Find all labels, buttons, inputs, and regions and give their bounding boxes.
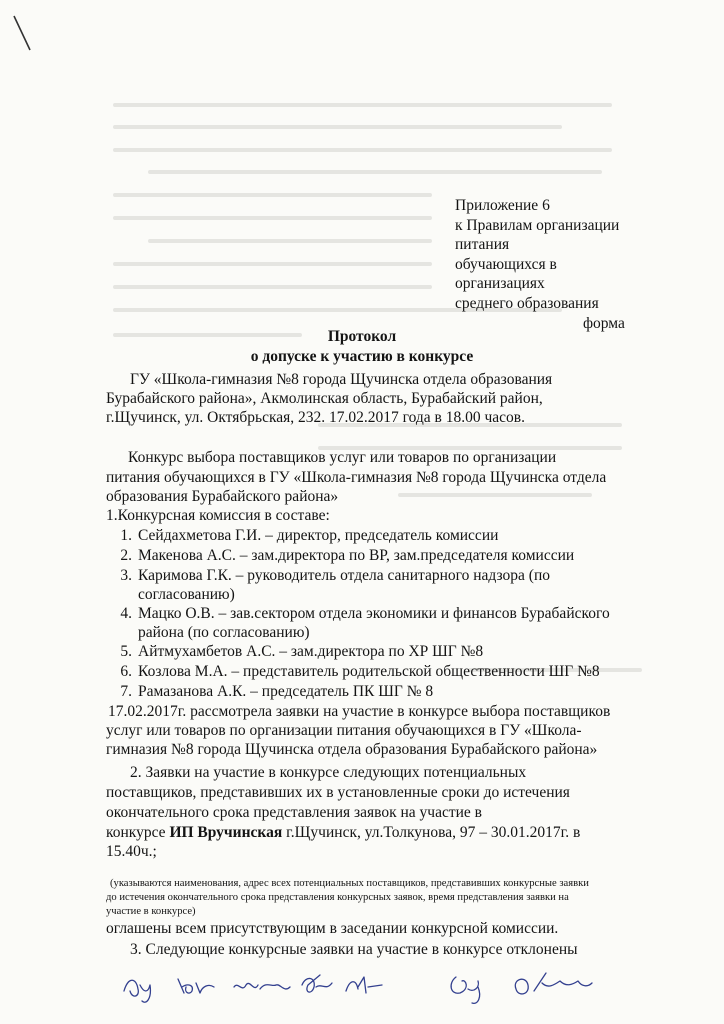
commission-member xyxy=(108,683,433,701)
member-number: 2. xyxy=(120,547,132,564)
supplier-prefix: конкурсе xyxy=(106,824,170,841)
commission-member xyxy=(108,605,610,623)
commission-heading: 1.Конкурсная комиссия в составе: xyxy=(106,507,330,524)
member-text-continued: района (по согласованию) xyxy=(138,624,310,641)
section2-supplier-line xyxy=(106,824,580,842)
signature-1 xyxy=(124,980,150,1002)
commission-member xyxy=(108,567,550,585)
header-line: г.Щучинск, ул. Октябрьская, 232. 17.02.2017 года в 18.00 часов. xyxy=(106,409,525,426)
member-number: 4. xyxy=(120,605,132,622)
intro-line: образования Бурабайского района» xyxy=(106,488,339,505)
commission-member xyxy=(108,663,600,681)
section2-line: 2. Заявки на участие в конкурсе следующих потенциальных xyxy=(130,764,527,781)
supplier-name: ИП Вручинская xyxy=(169,824,283,841)
appendix-line: организациях xyxy=(455,275,545,292)
supplier-address: г.Щучинск, ул.Толкунова, 97 – 30.01.2017г. в xyxy=(282,824,581,841)
appendix-line: к Правилам организации xyxy=(455,216,620,234)
signature-6 xyxy=(451,977,480,1003)
section2-line: окончательного срока представления заявок на участие в xyxy=(106,804,482,821)
member-number: 6. xyxy=(120,663,132,680)
footnote-line: участие в конкурсе) xyxy=(106,906,196,917)
document-title: Протокол xyxy=(327,328,397,345)
signature-7 xyxy=(515,973,592,994)
member-text: Козлова М.А. – представитель родительской общественности ШГ №8 xyxy=(138,663,600,680)
member-text: Мацко О.В. – зав.сектором отдела экономики и финансов Бурабайского xyxy=(138,605,610,622)
member-text: Сейдахметова Г.И. – директор, председатель комиссии xyxy=(138,527,499,544)
section3-line: 3. Следующие конкурсные заявки на участие в конкурсе отклонены xyxy=(130,941,578,958)
member-text: Макенова А.С. – зам.директора по ВР, зам.председателя комиссии xyxy=(138,547,575,564)
commission-member xyxy=(108,527,498,545)
member-text-continued: согласованию) xyxy=(138,586,235,603)
appendix-block xyxy=(455,196,619,313)
review-line: гимназия №8 города Щучинска отдела образования Бурабайского района» xyxy=(106,741,598,758)
signature-3 xyxy=(234,983,290,989)
section2-line: поставщиков, представивших их в установленные сроки до истечения xyxy=(106,784,570,801)
member-text: Айтмухамбетов А.С. – зам.директора по ХР ШГ №8 xyxy=(138,643,484,660)
member-number: 3. xyxy=(120,567,132,584)
appendix-line: Приложение 6 xyxy=(455,197,550,214)
header-line: ГУ «Школа-гимназия №8 города Щучинска отдела образования xyxy=(130,371,553,388)
document-subtitle: о допуске к участию в конкурсе xyxy=(250,348,474,365)
section2-line: 15.40ч.; xyxy=(106,843,157,860)
footnote-line: (указываются наименования, адрес всех потенциальных поставщиков, представивших конкурсные заявки xyxy=(110,878,589,889)
review-line: 17.02.2017г. рассмотрела заявки на участие в конкурсе выбора поставщиков xyxy=(108,703,611,720)
member-text: Рамазанова А.К. – председатель ПК ШГ № 8 xyxy=(138,683,434,700)
appendix-line: питания xyxy=(455,236,510,253)
appendix-line: среднего образования xyxy=(455,294,599,312)
intro-line: Конкурс выбора поставщиков услуг или товаров по организации xyxy=(128,449,557,466)
commission-member xyxy=(108,643,483,661)
review-line: услуг или товаров по организации питания обучающихся в ГУ «Школа- xyxy=(106,722,582,739)
signature-5 xyxy=(346,977,382,993)
member-text: Каримова Г.К. – руководитель отдела санитарного надзора (по xyxy=(138,567,550,584)
signature-4 xyxy=(302,975,332,992)
member-number: 1. xyxy=(120,527,132,544)
intro-line: питания обучающихся в ГУ «Школа-гимназия №8 города Щучинска отдела xyxy=(106,469,607,486)
footnote-line: до истечения окончательного срока представления конкурсных заявок, время представления заявки на xyxy=(106,892,569,903)
form-label: форма xyxy=(583,315,625,332)
announced-line: оглашены всем присутствующим в заседании конкурсной комиссии. xyxy=(106,920,559,937)
appendix-line: обучающихся в xyxy=(455,255,557,273)
member-number: 7. xyxy=(120,683,132,700)
commission-member xyxy=(108,547,574,565)
member-number: 5. xyxy=(120,643,132,660)
header-line: Бурабайского района», Акмолинская область, Бурабайский район, xyxy=(106,390,543,407)
signature-2 xyxy=(178,979,214,993)
signatures xyxy=(120,963,650,1013)
